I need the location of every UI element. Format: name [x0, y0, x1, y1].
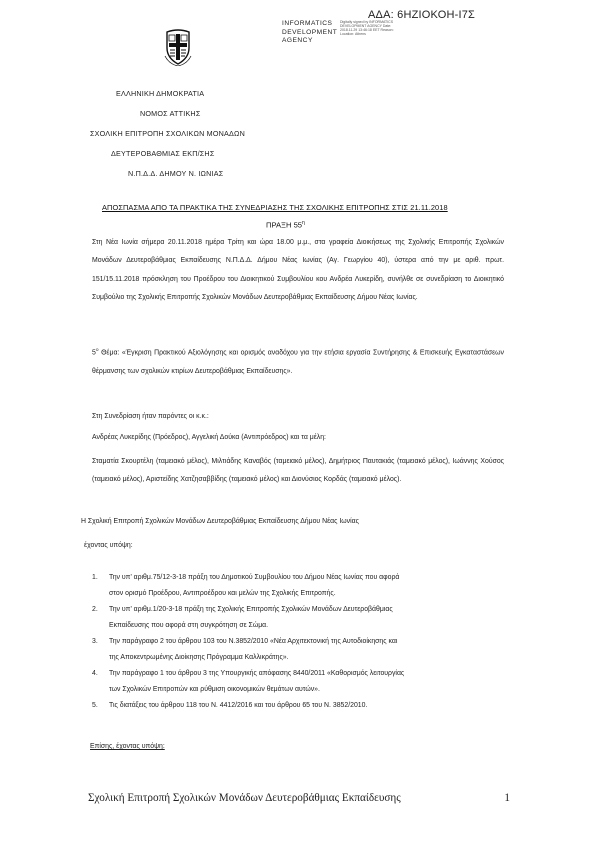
agency-line-2: DEVELOPMENT	[282, 28, 338, 36]
having-label: έχοντας υπόψη:	[84, 542, 133, 549]
topic-paragraph: $5^o$ Θέμα: «Έγκριση Πρακτικού Αξιολόγησης και ορισμός αναδόχου για την ετήσια εργασία Συντήρησης & Επισκευής Εγκαταστάσεων θέρμανσης των σχολικών κτιρίων Δευτεροβάθμιας Εκπαίδευσης».	[92, 348, 504, 375]
also-label: Επίσης, έχοντας υπόψη:	[90, 743, 165, 750]
page-footer	[88, 792, 510, 804]
header-prefecture: ΝΟΜΟΣ ΑΤΤΙΚΗΣ	[140, 109, 201, 118]
greek-emblem-icon	[163, 26, 193, 66]
header-entity: Ν.Π.Δ.Δ. ΔΗΜΟΥ Ν. ΙΩΝΙΑΣ	[128, 169, 224, 178]
praxi-number: ΠΡΑΞΗ $55^\eta$	[266, 220, 305, 230]
considerations-list: 1. Την υπ’ αριθμ.75/12-3-18 πράξη του Δημοτικού Συμβουλίου του Δήμου Νέας Ιωνίας που αφορά στον ορισμό Προέδρου, Αντιπροέδρου και μελών της Σχολικής Επιτροπής. 2. Την υπ’ αριθμ.1/20-3-18 πράξη της Σχολικής Επιτροπής Σχολικών Μονάδων Δευτεροβάθμιας Εκπαίδευσης που αφορά στη συγκρότηση σε Σώμα. 3. Την παράγραφο 2 του άρθρου 103 του Ν.3852/2010 «Νέα Αρχιτεκτονική της Αυτοδιοίκησης και της Αποκεντρωμένης Διοίκησης Πρόγραμμα Καλλικράτης». 4. Την παράγραφο 1 του άρθρου 3 της Υπουργικής απόφασης 8440/2011 «Καθορισμός λειτουργίας των Σχολικών Επιτροπών και ρύθμιση οικονομικών θεμάτων αυτών». 5. Τις διατάξεις του άρθρου 118 του Ν. 4412/2016 και του άρθρου 65 του Ν. 3852/2010.	[92, 574, 405, 709]
present-label: Στη Συνεδρίαση ήταν παρόντες οι κ.κ.:	[92, 413, 209, 420]
document-title: ΑΠΟΣΠΑΣΜΑ ΑΠΟ ΤΑ ΠΡΑΚΤΙΚΑ ΤΗΣ ΣΥΝΕΔΡΙΑΣΗΣ ΤΗΣ ΣΧΟΛΙΚΗΣ ΕΠΙΤΡΟΠΗΣ ΣΤΙΣ 21.11.2018	[102, 203, 448, 212]
signature-details: Digitally signed by INFORMATICS DEVELOPMENT AGENCY Date: 2018.11.29 13:46:18 EET Reason: Location: Athens	[340, 20, 394, 36]
agency-line-3: AGENCY	[282, 37, 313, 44]
header-country: ΕΛΛΗΝΙΚΗ ΔΗΜΟΚΡΑΤΙΑ	[116, 89, 205, 98]
members-paragraph: Σταματία Σκουρτέλη (ταμειακό μέλος), Μιλτιάδης Καναβός (ταμειακό μέλος), Δημήτριος Παυτακιάς (ταμειακό μέλος), Ιωάννης Χούσος (ταμειακό μέλος), Αριστείδης Χατζησαββίδης (ταμειακό μέλος) και Διονύσιος Κορδάς (ταμειακό μέλος).	[92, 458, 504, 484]
page-number: 1	[504, 792, 510, 804]
committee-line: Η Σχολική Επιτροπή Σχολικών Μονάδων Δευτεροβάθμιας Εκπαίδευσης Δήμου Νέας Ιωνίας	[81, 518, 359, 525]
digital-signature-block	[282, 20, 392, 46]
intro-paragraph: Στη Νέα Ιωνία σήμερα 20.11.2018 ημέρα Τρίτη και ώρα 18.00 μ.μ., στα γραφεία Διοικήσεως της Σχολικής Επιτροπής Σχολικών Μονάδων Δευτεροβάθμιας Εκπαίδευσης Ν.Π.Δ.Δ. Δήμου Νέας Ιωνίας (Αγ. Γεωργίου 40), ύστερα από την με αριθ. πρωτ. 151/15.11.2018 πρόσκληση του Προέδρου του Διοικητικού Συμβουλίου κου Ανδρέα Λυκερίδη, συνήλθε σε συνεδρίαση το Διοικητικό Συμβούλιο της Σχολικής Επιτροπής Σχολικών Μονάδων Δευτεροβάθμιας Εκπαίδευσης Δήμου Νέας Ιωνίας.	[92, 239, 504, 302]
present-line: Ανδρέας Λυκερίδης (Πρόεδρος), Αγγελική Δούκα (Αντιπρόεδρος) και τα μέλη:	[92, 434, 326, 441]
footer-text: Σχολική Επιτροπή Σχολικών Μονάδων Δευτεροβάθμιας Εκπαίδευσης	[88, 792, 401, 804]
ada-code: ΑΔΑ: 6ΗΖΙΟΚΟΗ-Ι7Σ	[368, 9, 476, 21]
header-education: ΔΕΥΤΕΡΟΒΑΘΜΙΑΣ ΕΚΠ/ΣΗΣ	[111, 149, 215, 158]
agency-line-1: INFORMATICS	[282, 20, 333, 27]
header-committee: ΣΧΟΛΙΚΗ ΕΠΙΤΡΟΠΗ ΣΧΟΛΙΚΩΝ ΜΟΝΑΔΩΝ	[90, 129, 245, 138]
